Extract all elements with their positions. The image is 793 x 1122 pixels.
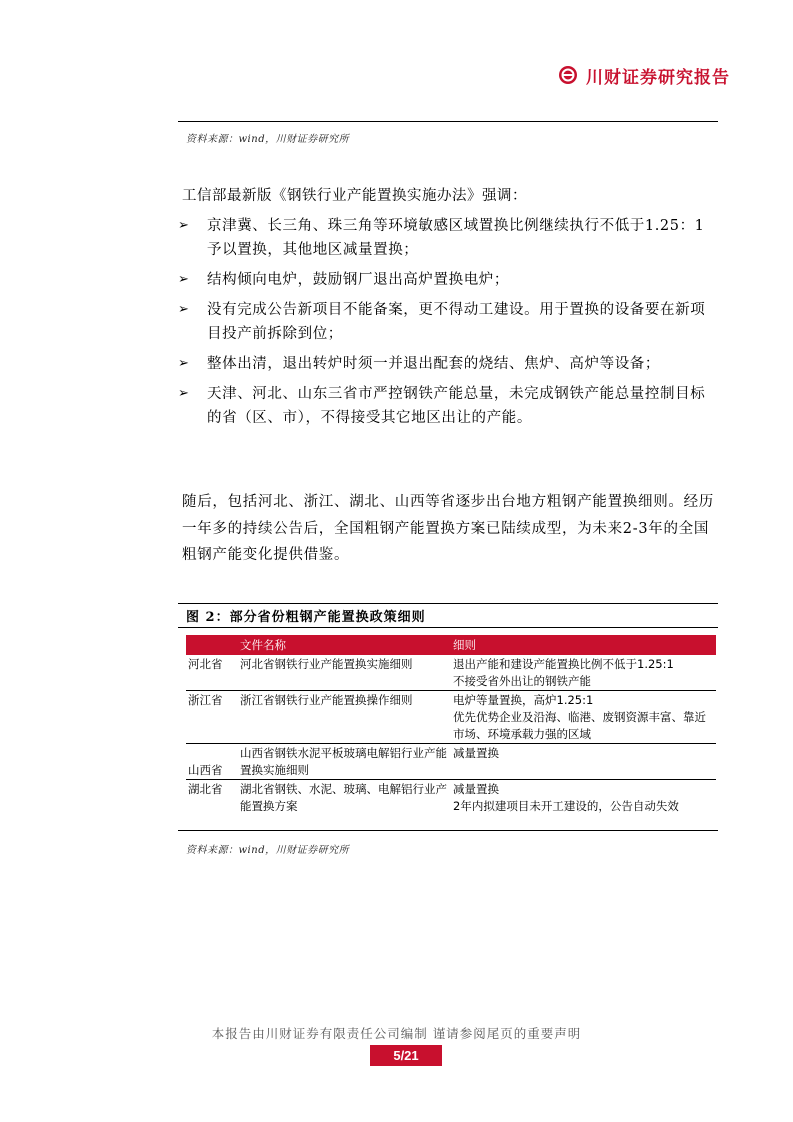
- arrow-bullet-icon: ➢: [178, 302, 190, 317]
- details-cell: [451, 691, 716, 744]
- policy-table: [186, 635, 716, 815]
- arrow-bullet-icon: ➢: [178, 356, 190, 371]
- details-cell: [451, 780, 716, 816]
- table-row: [186, 744, 716, 780]
- province-cell: 湖北省: [188, 782, 223, 796]
- details-cell: [451, 655, 716, 691]
- table-row: [186, 691, 716, 744]
- table-row: [186, 780, 716, 816]
- province-cell: 河北省: [186, 655, 238, 691]
- company-logo-icon: [558, 65, 578, 85]
- arrow-bullet-icon: ➢: [178, 272, 190, 287]
- arrow-bullet-icon: ➢: [178, 386, 190, 401]
- table-row: [186, 655, 716, 691]
- doc-cell: 浙江省钢铁行业产能置换操作细则: [238, 691, 451, 744]
- source-note-top: 资料来源：wind，川财证券研究所: [186, 134, 350, 145]
- details-cell: [451, 744, 716, 780]
- detail-line: 电炉等量置换，高炉1.25:1: [453, 693, 594, 707]
- detail-line: 优先优势企业及沿海、临港、废钢资源丰富、靠近市场、环境承载力强的区域: [453, 710, 706, 741]
- list-item: ➢ 天津、河北、山东三省市严控钢铁产能总量，未完成钢铁产能总量控制目标的省（区、市），不得接受其它地区出让的产能。: [178, 382, 718, 430]
- detail-line: 2年内拟建项目未开工建设的，公告自动失效: [453, 799, 679, 813]
- doc-cell: 山西省钢铁水泥平板玻璃电解铝行业产能置换实施细则: [238, 744, 451, 780]
- footer-disclaimer: 本报告由川财证券有限责任公司编制 谨请参阅尾页的重要声明: [211, 1026, 582, 1041]
- arrow-bullet-icon: ➢: [178, 218, 190, 233]
- list-item: ➢ 没有完成公告新项目不能备案，更不得动工建设。用于置换的设备要在新项目投产前拆除到位；: [178, 298, 718, 346]
- body-paragraph: 随后，包括河北、浙江、湖北、山西等省逐步出台地方粗钢产能置换细则。经历一年多的持续公告后，全国粗钢产能置换方案已陆续成型，为未来2-3年的全国粗钢产能变化提供借鉴。: [182, 494, 714, 563]
- figure-title-rule: [178, 627, 718, 628]
- intro-sentence: 工信部最新版《钢铁行业产能置换实施办法》强调：: [182, 188, 527, 204]
- list-item: ➢ 整体出清，退出转炉时须一并退出配套的烧结、焦炉、高炉等设备；: [178, 352, 718, 376]
- policy-bullet-list: [178, 214, 718, 436]
- header-cell-doc: 文件名称: [238, 635, 451, 655]
- figure-title: 图 2：部分省份粗钢产能置换政策细则: [186, 610, 426, 625]
- header-cell-details: 细则: [451, 635, 716, 655]
- figure-top-rule: [178, 603, 718, 604]
- table-header-row: [186, 635, 716, 655]
- page-number: 5/21: [370, 1045, 442, 1066]
- report-header-title: 川财证券研究报告: [586, 68, 730, 88]
- detail-line: 减量置换: [453, 782, 499, 796]
- figure-bottom-rule: [178, 830, 718, 831]
- doc-cell: 河北省钢铁行业产能置换实施细则: [238, 655, 451, 691]
- doc-cell: 湖北省钢铁、水泥、玻璃、电解铝行业产能置换方案: [240, 782, 447, 813]
- detail-line: 减量置换: [453, 746, 499, 760]
- header-divider: [178, 121, 718, 122]
- province-cell: 浙江省: [186, 691, 238, 744]
- detail-line: 退出产能和建设产能置换比例不低于1.25:1: [453, 657, 674, 671]
- figure-source-note: 资料来源：wind，川财证券研究所: [186, 845, 350, 856]
- header-cell-province: [186, 635, 238, 655]
- detail-line: 不接受省外出让的钢铁产能: [453, 674, 591, 688]
- list-item: ➢ 结构倾向电炉，鼓励钢厂退出高炉置换电炉；: [178, 268, 718, 292]
- list-item: ➢ 京津冀、长三角、珠三角等环境敏感区域置换比例继续执行不低于1.25：1予以置换，其他地区减量置换；: [178, 214, 718, 262]
- province-cell: 山西省: [186, 744, 238, 780]
